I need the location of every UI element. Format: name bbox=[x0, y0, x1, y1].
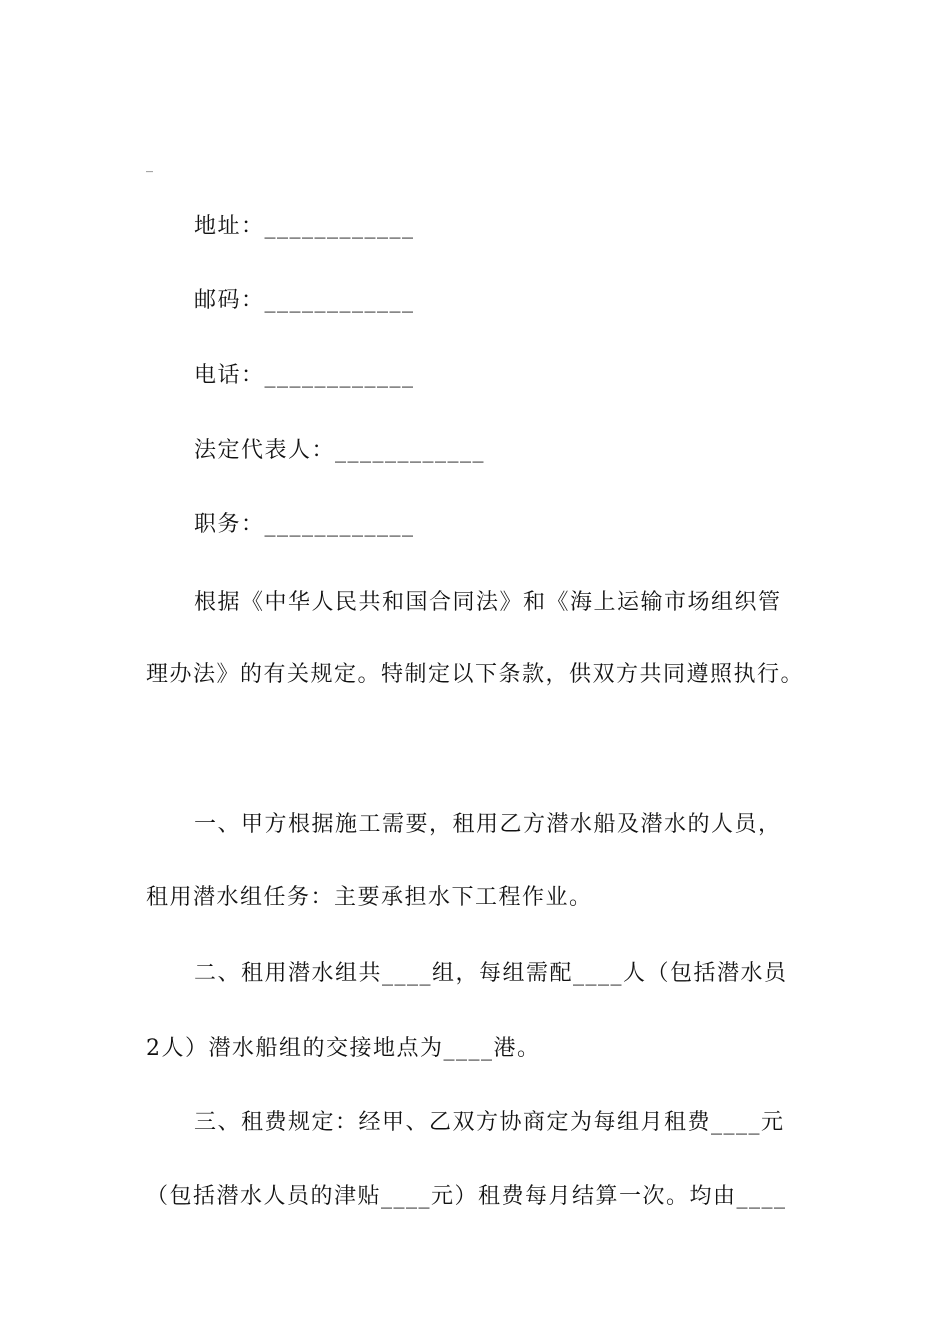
intro-paragraph-line-2: 理办法》的有关规定。特制定以下条款，供双方共同遵照执行。 bbox=[146, 662, 805, 687]
postcode-blank: ____________ bbox=[264, 288, 415, 313]
position-label: 职务： bbox=[194, 512, 265, 537]
phone-label: 电话： bbox=[194, 363, 265, 388]
position-blank: ____________ bbox=[264, 512, 415, 537]
postcode-label: 邮码： bbox=[194, 288, 265, 313]
phone-field bbox=[194, 361, 415, 391]
phone-blank: ____________ bbox=[264, 363, 415, 388]
clause-1-line-2: 租用潜水组任务：主要承担水下工程作业。 bbox=[146, 885, 593, 910]
position-field bbox=[194, 510, 415, 540]
legal-representative-blank: ____________ bbox=[335, 438, 486, 463]
clause-3-line-2: （包括潜水人员的津贴____元）租费每月结算一次。均由____ bbox=[146, 1184, 787, 1209]
clause-3-line-1: 三、租费规定：经甲、乙双方协商定为每组月租费____元 bbox=[194, 1110, 785, 1135]
clause-2-line-1: 二、租用潜水组共____组，每组需配____人（包括潜水员 bbox=[194, 961, 788, 986]
address-label: 地址： bbox=[194, 214, 265, 239]
clause-1-line-1: 一、甲方根据施工需要，租用乙方潜水船及潜水的人员， bbox=[194, 812, 782, 837]
legal-representative-label: 法定代表人： bbox=[194, 438, 336, 463]
legal-representative-field bbox=[194, 436, 485, 466]
intro-paragraph-line-1: 根据《中华人民共和国合同法》和《海上运输市场组织管 bbox=[194, 590, 782, 615]
clause-2-line-2: 2人）潜水船组的交接地点为____港。 bbox=[146, 1036, 541, 1061]
postcode-field bbox=[194, 286, 415, 316]
address-field bbox=[194, 212, 415, 242]
address-blank: ____________ bbox=[264, 214, 415, 239]
stray-mark: _ bbox=[146, 157, 153, 173]
